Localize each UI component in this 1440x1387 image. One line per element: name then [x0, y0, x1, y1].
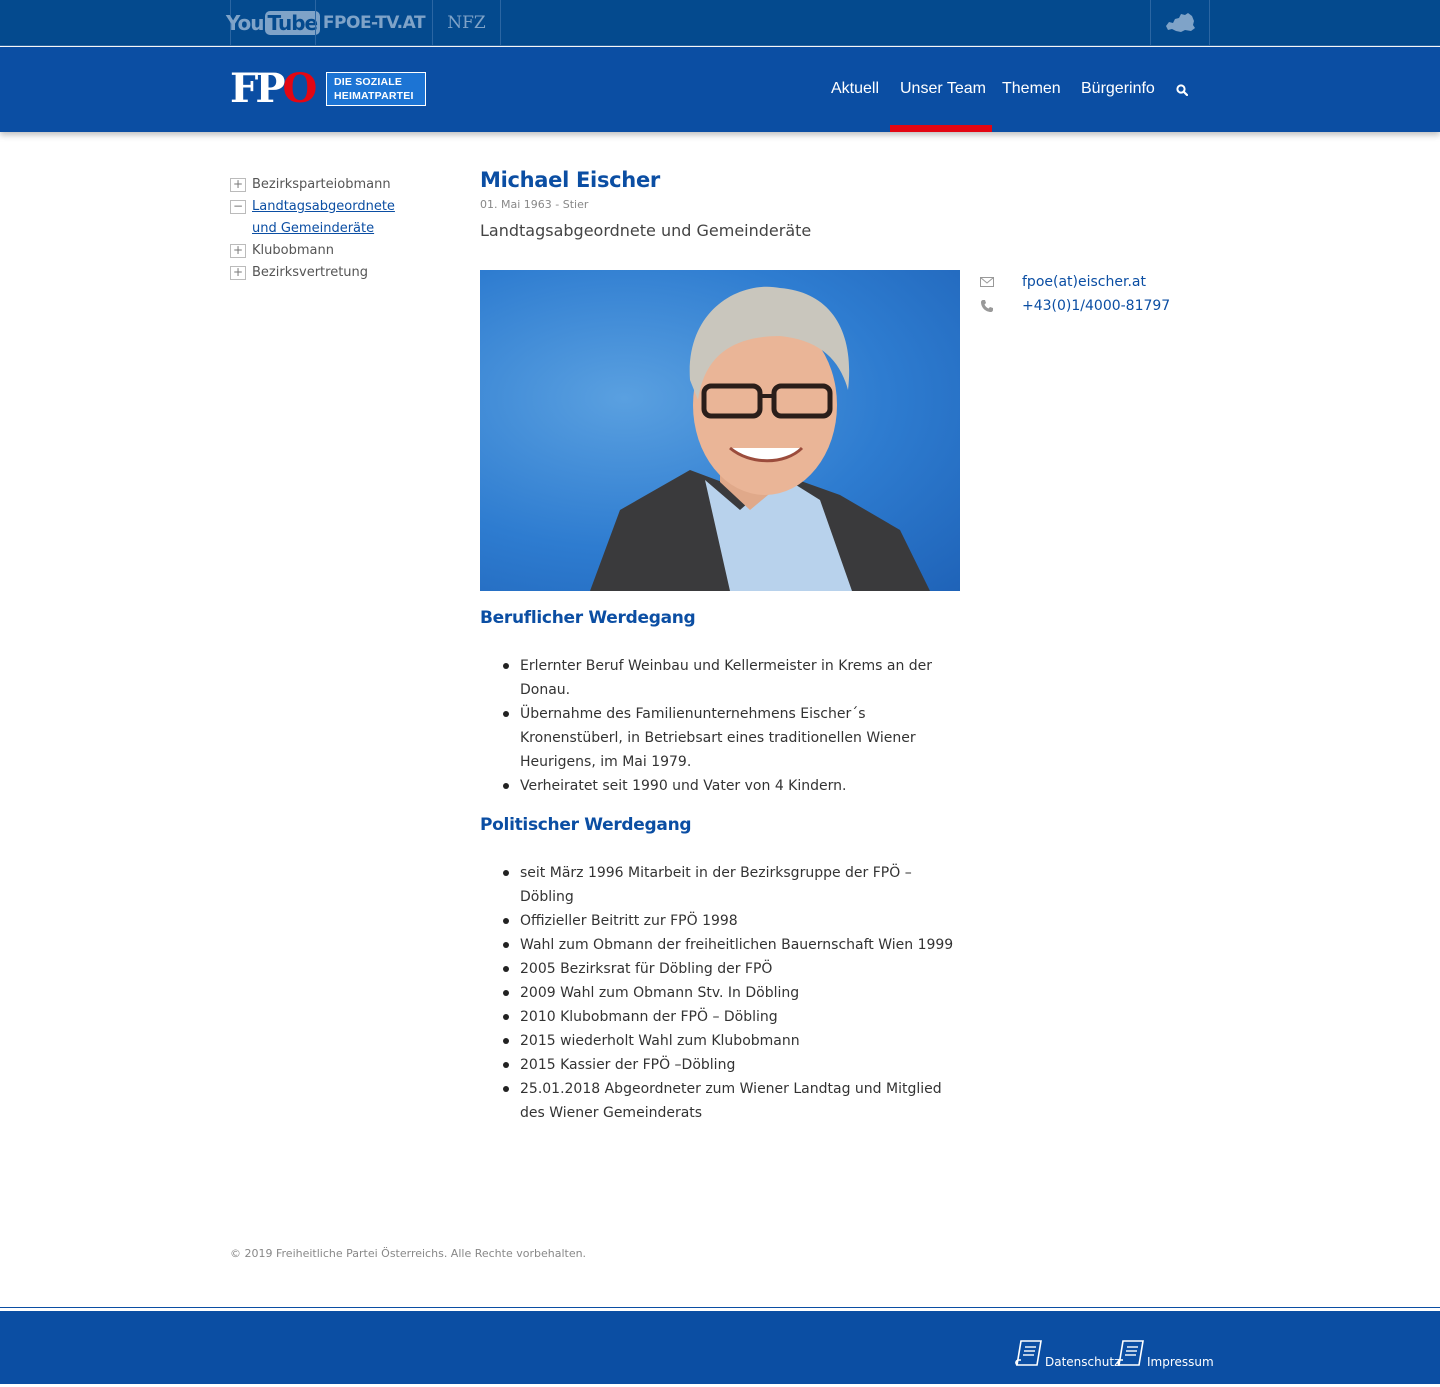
impressum-link[interactable]	[1115, 1337, 1214, 1369]
portrait-illustration	[480, 270, 960, 591]
envelope-icon	[980, 275, 994, 289]
sidebar-item-label: Bezirksvertretung	[252, 265, 369, 280]
fpoe-tv-link[interactable]: FPOE-TV.AT	[315, 0, 432, 46]
list-item: Wahl zum Obmann der freiheitlichen Bauernschaft Wien 1999	[480, 933, 960, 957]
sidebar-item-label: Klubobmann	[252, 243, 334, 258]
list-item: Verheiratet seit 1990 und Vater von 4 Kindern.	[480, 774, 960, 798]
profile-name: Michael Eischer	[480, 168, 660, 192]
logo-badge-line2: HEIMATPARTEI	[334, 90, 414, 102]
fpo-logo[interactable]	[230, 65, 426, 112]
politics-heading: Politischer Werdegang	[480, 815, 692, 835]
site-header	[0, 47, 1440, 132]
profile-photo	[480, 270, 960, 591]
profile-dob: 01. Mai 1963 - Stier	[480, 198, 589, 211]
copyright-text: © 2019 Freiheitliche Partei Österreichs. Alle Rechte vorbehalten.	[230, 1247, 587, 1260]
email-link[interactable]: fpoe(at)eischer.at	[1022, 274, 1146, 290]
expand-icon[interactable]: +	[230, 266, 246, 280]
nfz-link[interactable]: NFZ	[432, 0, 501, 46]
profile-role: Landtagsabgeordnete und Gemeinderäte	[480, 221, 812, 240]
list-item: 2015 wiederholt Wahl zum Klubobmann	[480, 1029, 960, 1053]
nav-active-indicator	[890, 125, 992, 132]
phone-icon	[980, 299, 994, 313]
sidebar-item-bezirksparteiobmann[interactable]	[230, 174, 450, 196]
youtube-logo-tube: Tube	[265, 11, 321, 35]
nav-item-themen[interactable]: Themen	[1002, 80, 1061, 97]
document-icon	[1115, 1337, 1147, 1369]
sidebar-nav	[230, 174, 450, 284]
search-icon[interactable]	[1176, 84, 1188, 96]
sidebar-item-label: Bezirksparteiobmann	[252, 177, 391, 192]
sidebar-item-klubobmann[interactable]	[230, 240, 450, 262]
logo-badge-line1: DIE SOZIALE	[334, 76, 403, 88]
datenschutz-label: Datenschutz	[1045, 1355, 1121, 1369]
document-icon	[1013, 1337, 1045, 1369]
list-item: Offizieller Beitritt zur FPÖ 1998	[480, 909, 960, 933]
sidebar-item-label: Landtagsabgeordnete und Gemeinderäte	[252, 199, 395, 236]
logo-wordmark: FPO	[230, 65, 315, 112]
profile-main	[480, 168, 1210, 1121]
career-list	[480, 654, 960, 798]
site-footer	[0, 1308, 1440, 1384]
phone-link[interactable]: +43(0)1/4000-81797	[1022, 298, 1171, 314]
collapse-icon[interactable]: −	[230, 200, 246, 214]
austria-map-icon	[1164, 12, 1196, 34]
politics-list	[480, 861, 960, 1125]
list-item: Erlernter Beruf Weinbau und Kellermeister in Krems an der Donau.	[480, 654, 960, 702]
list-item: 2010 Klubobmann der FPÖ – Döbling	[480, 1005, 960, 1029]
impressum-label: Impressum	[1147, 1355, 1214, 1369]
expand-icon[interactable]: +	[230, 244, 246, 258]
contact-info	[980, 272, 1210, 320]
list-item: 2015 Kassier der FPÖ –Döbling	[480, 1053, 960, 1077]
sidebar-item-bezirksvertretung[interactable]	[230, 262, 450, 284]
youtube-link[interactable]	[225, 0, 318, 46]
list-item: seit März 1996 Mitarbeit in der Bezirksgruppe der FPÖ – Döbling	[480, 861, 960, 909]
list-item: 2005 Bezirksrat für Döbling der FPÖ	[480, 957, 960, 981]
list-item: Übernahme des Familienunternehmens Eischer´s Kronenstüberl, in Betriebsart eines traditionellen Wiener Heurigens, im Mai 1979.	[480, 702, 960, 774]
email-row	[980, 272, 1210, 296]
nav-item-unser-team[interactable]: Unser Team	[900, 80, 986, 97]
list-item: 2009 Wahl zum Obmann Stv. In Döbling	[480, 981, 960, 1005]
datenschutz-link[interactable]	[1013, 1337, 1120, 1369]
sidebar-item-landtagsabgeordnete[interactable]	[230, 196, 450, 240]
top-bar	[0, 0, 1440, 46]
list-item: 25.01.2018 Abgeordneter zum Wiener Landtag und Mitglied des Wiener Gemeinderats	[480, 1077, 960, 1125]
phone-row	[980, 296, 1210, 320]
youtube-logo-you: You	[225, 11, 264, 35]
austria-map-link[interactable]	[1150, 0, 1210, 46]
logo-badge	[326, 72, 426, 106]
expand-icon[interactable]: +	[230, 178, 246, 192]
career-heading: Beruflicher Werdegang	[480, 608, 696, 628]
nav-item-buergerinfo[interactable]: Bürgerinfo	[1081, 80, 1155, 97]
top-bar-inner	[225, 0, 1210, 46]
nav-item-aktuell[interactable]: Aktuell	[831, 80, 880, 97]
